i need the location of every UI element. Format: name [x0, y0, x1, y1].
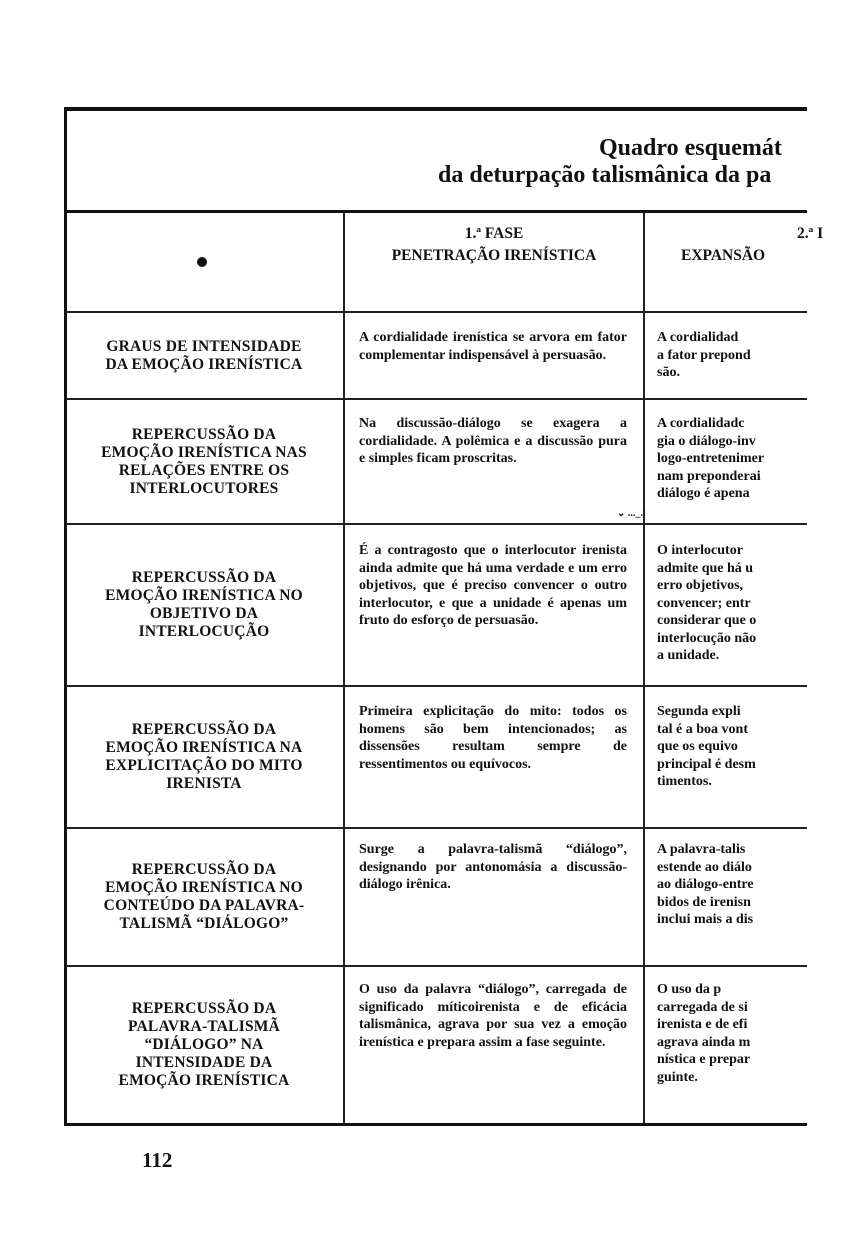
title-line-2: da deturpação talismânica da pa — [438, 162, 772, 188]
row-heading-2: REPERCUSSÃO DA EMOÇÃO IRENÍSTICA NAS RELAÇÕES ENTRE OS INTERLOCUTORES — [101, 425, 307, 497]
bullet-dot-icon — [197, 257, 207, 267]
row-6-phase-2: O uso da p carregada de si irenista e de efi agrava ainda m nística e prepar guinte. — [657, 982, 751, 1085]
title-line-1: Quadro esquemát — [599, 135, 782, 161]
row-1-phase-2: A cordialidad a fator prepond são. — [657, 330, 751, 380]
phase-2-number: 2.ª I — [797, 225, 824, 242]
row-4-phase-1: Primeira explicitação do mito: todos os homens são bem intencionados; as dissensões resultam sempre de ressentimentos ou equívocos. — [359, 704, 627, 772]
row-3-phase-2: O interlocutor admite que há u erro objetivos, convencer; entr considerar que o interlocução não a unidade. — [657, 543, 757, 663]
phase-2-name: EXPANSÃO — [681, 247, 766, 264]
phase-1-name: PENETRAÇÃO IRENÍSTICA — [391, 247, 597, 264]
row-4-phase-2: Segunda expli tal é a boa vont que os equivo principal é desm timentos. — [657, 704, 756, 789]
row-heading-1: GRAUS DE INTENSIDADE DA EMOÇÃO IRENÍSTICA — [105, 337, 303, 373]
phase-2-header — [657, 223, 857, 267]
table-title — [67, 111, 807, 211]
row-5-phase-1: Surge a palavra-talismã “diálogo”, designando por antonomásia a discussão-diálogo irênica. — [359, 842, 627, 892]
scheme-table-frame — [64, 107, 824, 1126]
column-rule-2 — [643, 213, 645, 1123]
row-2-phase-2: A cordialidadc gia o diálogo-inv logo-entretenimer nam preponderai diálogo é apena — [657, 416, 765, 501]
row-heading-5: REPERCUSSÃO DA EMOÇÃO IRENÍSTICA NO CONTEÚDO DA PALAVRA- TALISMÃ “DIÁLOGO” — [103, 861, 305, 932]
row-3-phase-1: É a contragosto que o interlocutor irenista ainda admite que há uma verdade e um erro objetivos, que é preciso convencer o outro interlocutor, e que a unidade é apenas um fruto do esforço de persuasão. — [359, 543, 627, 628]
title-rule — [67, 210, 807, 213]
row-1-phase-1: A cordialidade irenística se arvora em fator complementar indispensável à persuasão. — [359, 330, 627, 363]
page-number: 112 — [142, 1148, 173, 1172]
row-heading-4: REPERCUSSÃO DA EMOÇÃO IRENÍSTICA NA EXPLICITAÇÃO DO MITO IRENISTA — [105, 721, 303, 792]
row-5-phase-2: A palavra-talis estende ao diálo ao diálogo-entre bidos de irenisn inclui mais a dis — [657, 842, 754, 927]
row-6-phase-1: O uso da palavra “diálogo”, carregada de significado míticoirenista e de eficácia talismânica, agrava por sua vez a emoção irenística e prepara assim a fase seguinte. — [359, 982, 627, 1050]
row-heading-3: REPERCUSSÃO DA EMOÇÃO IRENÍSTICA NO OBJETIVO DA INTERLOCUÇÃO — [105, 569, 303, 640]
phase-1-number: 1.ª FASE — [464, 225, 524, 242]
row-heading-6: REPERCUSSÃO DA PALAVRA-TALISMÃ “DIÁLOGO” NA INTENSIDADE DA EMOÇÃO IRENÍSTICA — [118, 1000, 290, 1089]
printing-mark: ⌄ ..._.' — [617, 508, 646, 519]
row-2-phase-1: Na discussão-diálogo se exagera a cordialidade. A polêmica e a discussão pura e simples ficam proscritas. — [359, 416, 627, 466]
column-rule-1 — [343, 213, 345, 1123]
phase-1-header — [349, 223, 639, 267]
